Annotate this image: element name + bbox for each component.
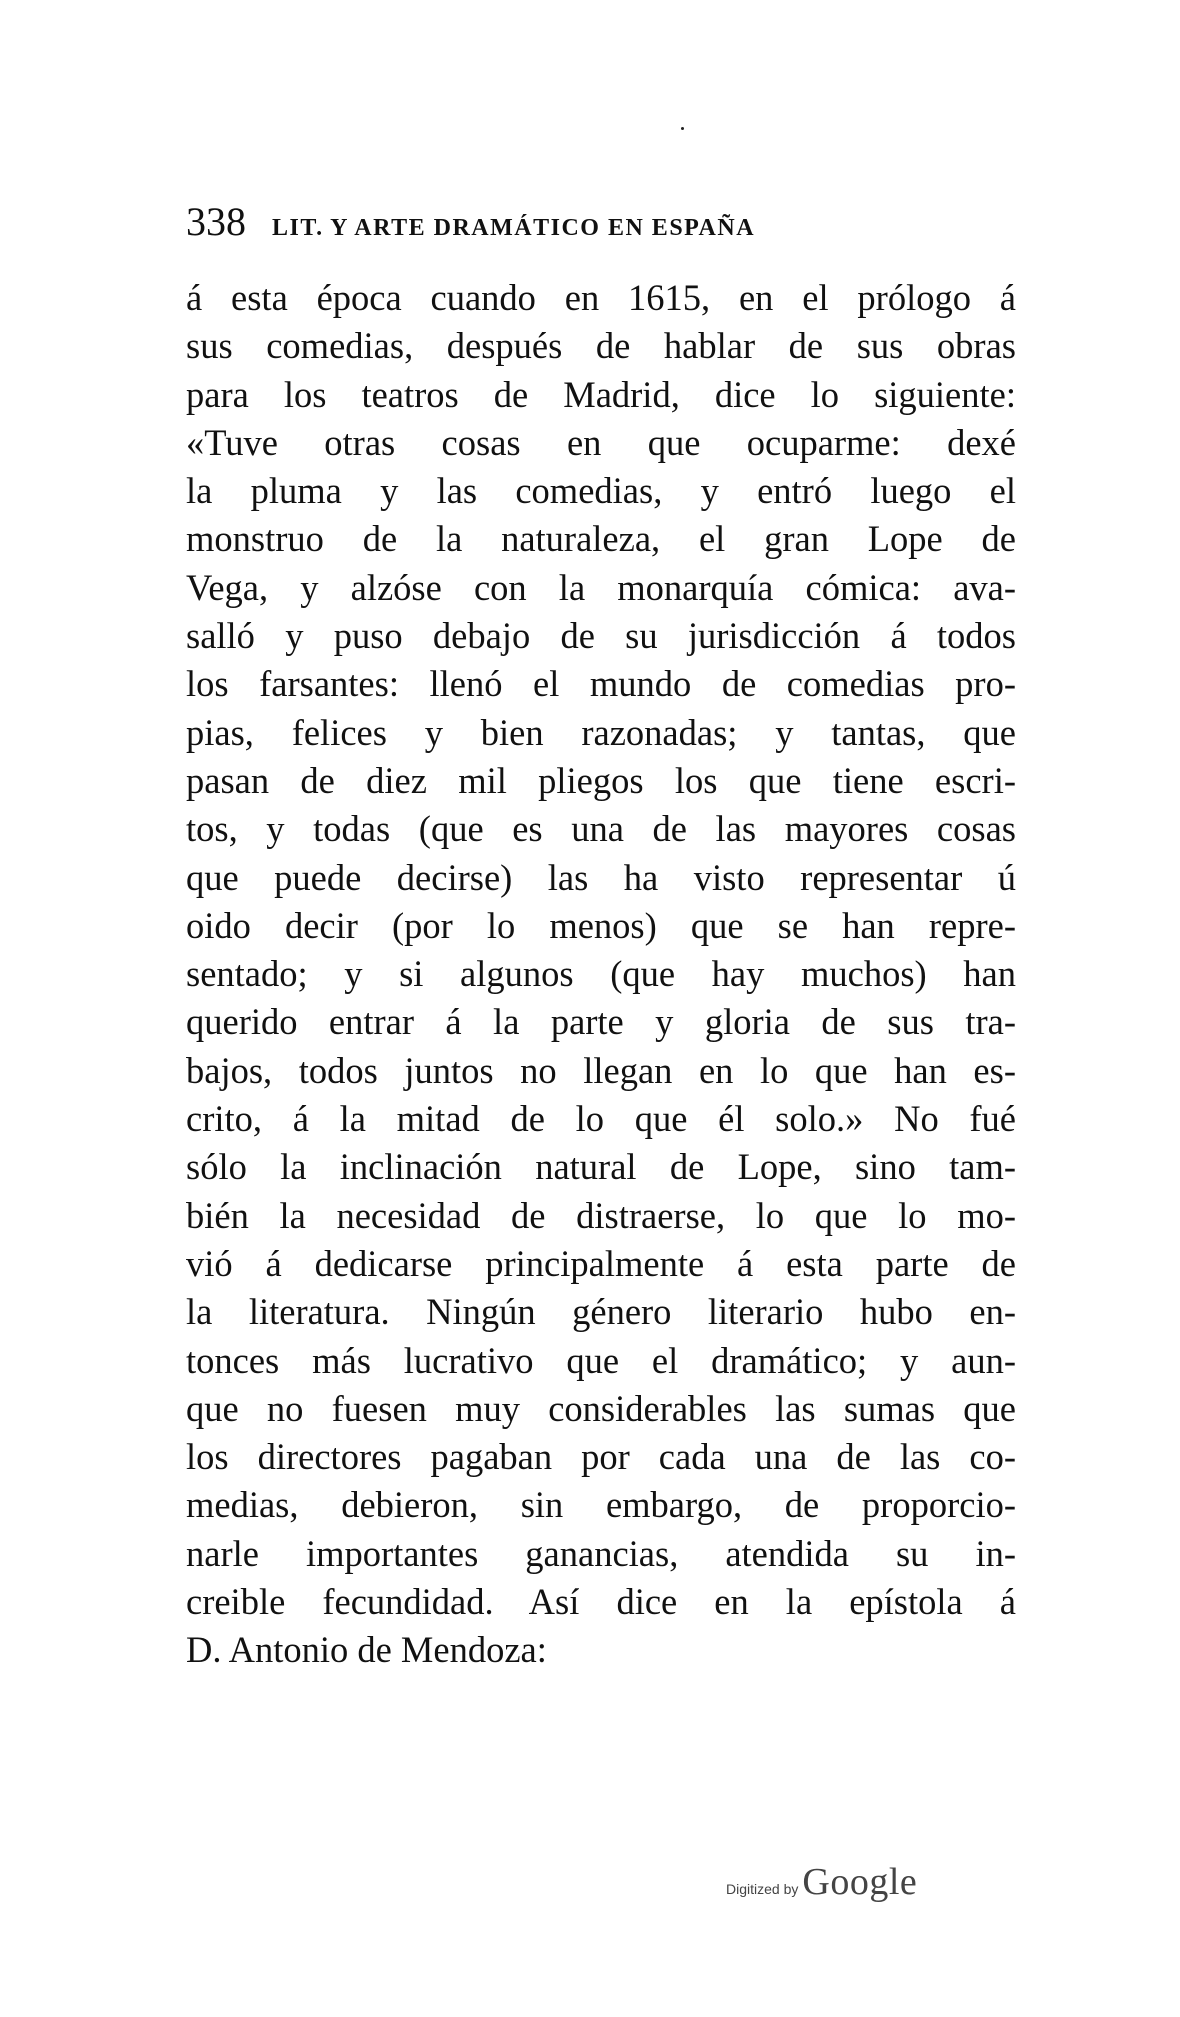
- text-line: Vega, y alzóse con la monarquía cómica: ava-: [186, 566, 1016, 608]
- text-line: tos, y todas (que es una de las mayores cosas: [186, 808, 1016, 850]
- text-line: pias, felices y bien razonadas; y tantas, que: [186, 711, 1016, 753]
- text-line: sentado; y si algunos (que hay muchos) han: [186, 953, 1016, 995]
- text-line: monstruo de la naturaleza, el gran Lope de: [186, 518, 1016, 560]
- text-line: sólo la inclinación natural de Lope, sino tam-: [186, 1146, 1016, 1188]
- text-line: á esta época cuando en 1615, en el prólogo á: [186, 277, 1016, 318]
- text-line: vió á dedicarse principalmente á esta parte de: [186, 1242, 1016, 1284]
- text-line: pasan de diez mil pliegos los que tiene escri-: [186, 759, 1016, 801]
- text-line: bién la necesidad de distraerse, lo que lo mo-: [186, 1194, 1016, 1236]
- text-line: medias, debieron, sin embargo, de proporcio-: [186, 1484, 1016, 1526]
- print-speck: [681, 127, 684, 130]
- text-line: para los teatros de Madrid, dice lo siguiente:: [186, 373, 1016, 415]
- google-logo: Google: [802, 1861, 918, 1903]
- text-line: que puede decirse) las ha visto representar ú: [186, 856, 1016, 898]
- text-line: bajos, todos juntos no llegan en lo que han es-: [186, 1049, 1016, 1091]
- text-line: los directores pagaban por cada una de las co-: [186, 1436, 1016, 1478]
- text-line: creible fecundidad. Así dice en la epístola á: [186, 1581, 1016, 1623]
- text-line: «Tuve otras cosas en que ocuparme: dexé: [186, 421, 1016, 463]
- text-line: oido decir (por lo menos) que se han repre-: [186, 904, 1016, 946]
- text-line: narle importantes ganancias, atendida su in-: [186, 1532, 1016, 1574]
- text-line: que no fuesen muy considerables las sumas que: [186, 1387, 1016, 1429]
- text-line: D. Antonio de Mendoza:: [186, 1629, 547, 1671]
- digitized-watermark: [726, 1860, 917, 1910]
- text-line: crito, á la mitad de lo que él solo.» No fué: [186, 1098, 1016, 1140]
- text-line: sus comedias, después de hablar de sus obras: [186, 325, 1016, 367]
- text-line: tonces más lucrativo que el dramático; y aun-: [186, 1339, 1016, 1381]
- page-number: 338: [186, 199, 246, 244]
- page-header: [186, 198, 1006, 258]
- text-line: la pluma y las comedias, y entró luego el: [186, 470, 1016, 512]
- running-title: LIT. Y ARTE DRAMÁTICO EN ESPAÑA: [272, 215, 756, 241]
- digitized-by-label: Digitized by: [726, 1881, 799, 1897]
- body-text: [186, 274, 1016, 1675]
- text-line: los farsantes: llenó el mundo de comedias pro-: [186, 663, 1016, 705]
- text-line: la literatura. Ningún género literario hubo en-: [186, 1291, 1016, 1333]
- text-line: salló y puso debajo de su jurisdicción á todos: [186, 615, 1016, 657]
- text-line: querido entrar á la parte y gloria de sus tra-: [186, 1001, 1016, 1043]
